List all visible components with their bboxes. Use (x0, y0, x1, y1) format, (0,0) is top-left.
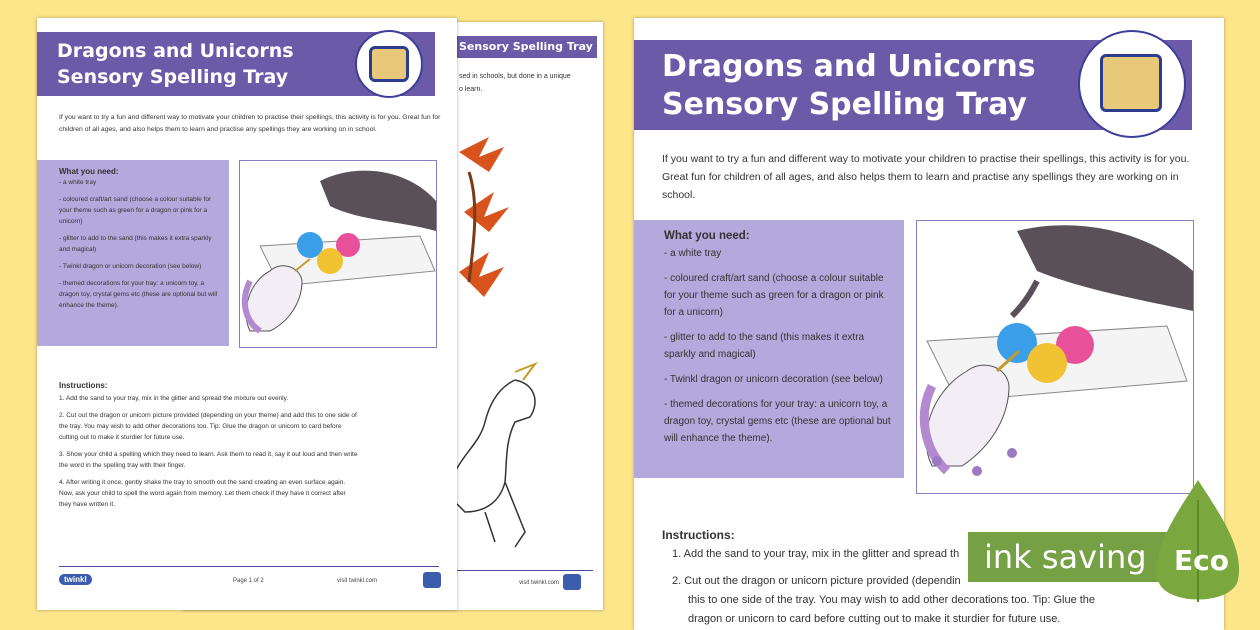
large-tray-illustration (916, 220, 1194, 494)
instruction-step: 4. After writing it once, gently shake the tray to smooth out the sand creating an even surface again. Now, ask your child to spell the word again from memory. Let them check if they have it correct after they have written it. (59, 479, 346, 508)
large-instruction-step: 1. Add the sand to your tray, mix in the glitter and spread th (672, 548, 960, 560)
back-page-footer-line (453, 570, 593, 571)
needs-heading: What you need: (59, 167, 119, 176)
back-page-twinkl-badge-icon (563, 574, 581, 590)
back-page-banner (453, 36, 597, 58)
back-page-text (459, 70, 599, 96)
ink-saving-label: ink saving (984, 538, 1147, 576)
footer-line (59, 566, 439, 567)
page-title-line2: Sensory Spelling Tray (57, 66, 289, 88)
large-needs-item: - themed decorations for your tray: a unicorn toy, a dragon toy, crystal gems etc (these are optional but will enhance the theme). (664, 399, 891, 444)
instruction-step: 3. Show your child a spelling which they need to learn. Ask them to read it, say it out loud and then write the word in the spelling tray with their finger. (59, 451, 358, 469)
large-tray-scene (917, 221, 1193, 493)
back-page-banner-text: Sensory Spelling Tray (459, 40, 593, 53)
page-number: Page 1 of 2 (233, 578, 264, 584)
large-title-line2: Sensory Spelling Tray (662, 87, 1027, 122)
unicorn-outline-illustration (445, 362, 555, 552)
large-needs-item: - glitter to add to the sand (this makes it extra sparkly and magical) (664, 332, 865, 360)
needs-item: - glitter to add to the sand (this makes it extra sparkly and magical) (59, 235, 212, 253)
large-instruction-step: 2. Cut out the dragon or unicorn picture provided (dependin (672, 575, 961, 587)
back-page-site: visit twinkl.com (519, 580, 560, 586)
sand-tray-icon (369, 46, 409, 82)
large-instructions-heading: Instructions: (662, 528, 735, 542)
large-tray-logo (1078, 30, 1186, 138)
large-sand-tray-icon (1100, 54, 1162, 112)
large-instruction-step: dragon or unicorn to card before cutting out to make it sturdier for future use. (688, 613, 1061, 625)
large-needs-item: - coloured craft/art sand (choose a colour suitable for your theme such as green for a dragon or pink for a unicorn) (664, 273, 884, 318)
large-title-line1: Dragons and Unicorns (662, 49, 1036, 84)
large-needs-item: - a white tray (664, 248, 722, 259)
instructions-list (59, 393, 359, 510)
needs-item: - themed decorations for your tray: a unicorn toy, a dragon toy, crystal gems etc (these are optional but will enhance the theme). (59, 280, 218, 309)
dragon-illustration (449, 132, 539, 332)
needs-item: - a white tray (59, 179, 97, 186)
needs-item: - Twinkl dragon or unicorn decoration (see below) (59, 263, 202, 270)
large-needs-panel (634, 220, 904, 478)
site-url: visit twinkl.com (337, 578, 378, 584)
tray-scene (240, 161, 436, 347)
large-instruction-step: this to one side of the tray. You may wish to add other decorations too. Tip: Glue the (688, 594, 1096, 606)
back-text-1: sed in schools, but done in a unique (459, 73, 571, 80)
twinkl-logo: twinkl (59, 574, 92, 585)
instruction-step: 1. Add the sand to your tray, mix in the glitter and spread the mixture out evenly. (59, 395, 289, 402)
eco-label: Eco (1174, 544, 1229, 577)
front-page-small (37, 18, 457, 610)
needs-panel (37, 160, 229, 346)
tray-illustration (239, 160, 437, 348)
ink-saving-badge (968, 480, 1260, 590)
instruction-step: 2. Cut out the dragon or unicorn picture provided (depending on your theme) and add this to one side of the tray. You may wish to add other decorations too. Tip: Glue the dragon or unicorn to card before cutting out to make it sturdier for future use. (59, 412, 357, 441)
needs-item: - coloured craft/art sand (choose a colour suitable for your theme such as green for a dragon or pink for a unicorn) (59, 196, 212, 225)
instructions-section (59, 380, 359, 510)
large-intro-text: If you want to try a fun and different way to motivate your children to practise their spellings, this activity is for you. Great fun for children of all ages, and also helps them to learn and practise any spellings they are working on in school. (662, 153, 1190, 201)
back-text-2: o learn. (459, 86, 483, 93)
large-needs-heading: What you need: (664, 230, 750, 242)
instructions-heading: Instructions: (59, 381, 108, 390)
tray-logo (355, 30, 423, 98)
intro-text: If you want to try a fun and different way to motivate your children to practise their spellings, this activity is for you. Great fun for children of all ages, and also helps them to learn and practise any spellings they are working on in school. (59, 114, 441, 133)
page-title-line1: Dragons and Unicorns (57, 40, 294, 62)
large-needs-item: - Twinkl dragon or unicorn decoration (see below) (664, 374, 883, 385)
twinkl-badge-icon (423, 572, 441, 588)
